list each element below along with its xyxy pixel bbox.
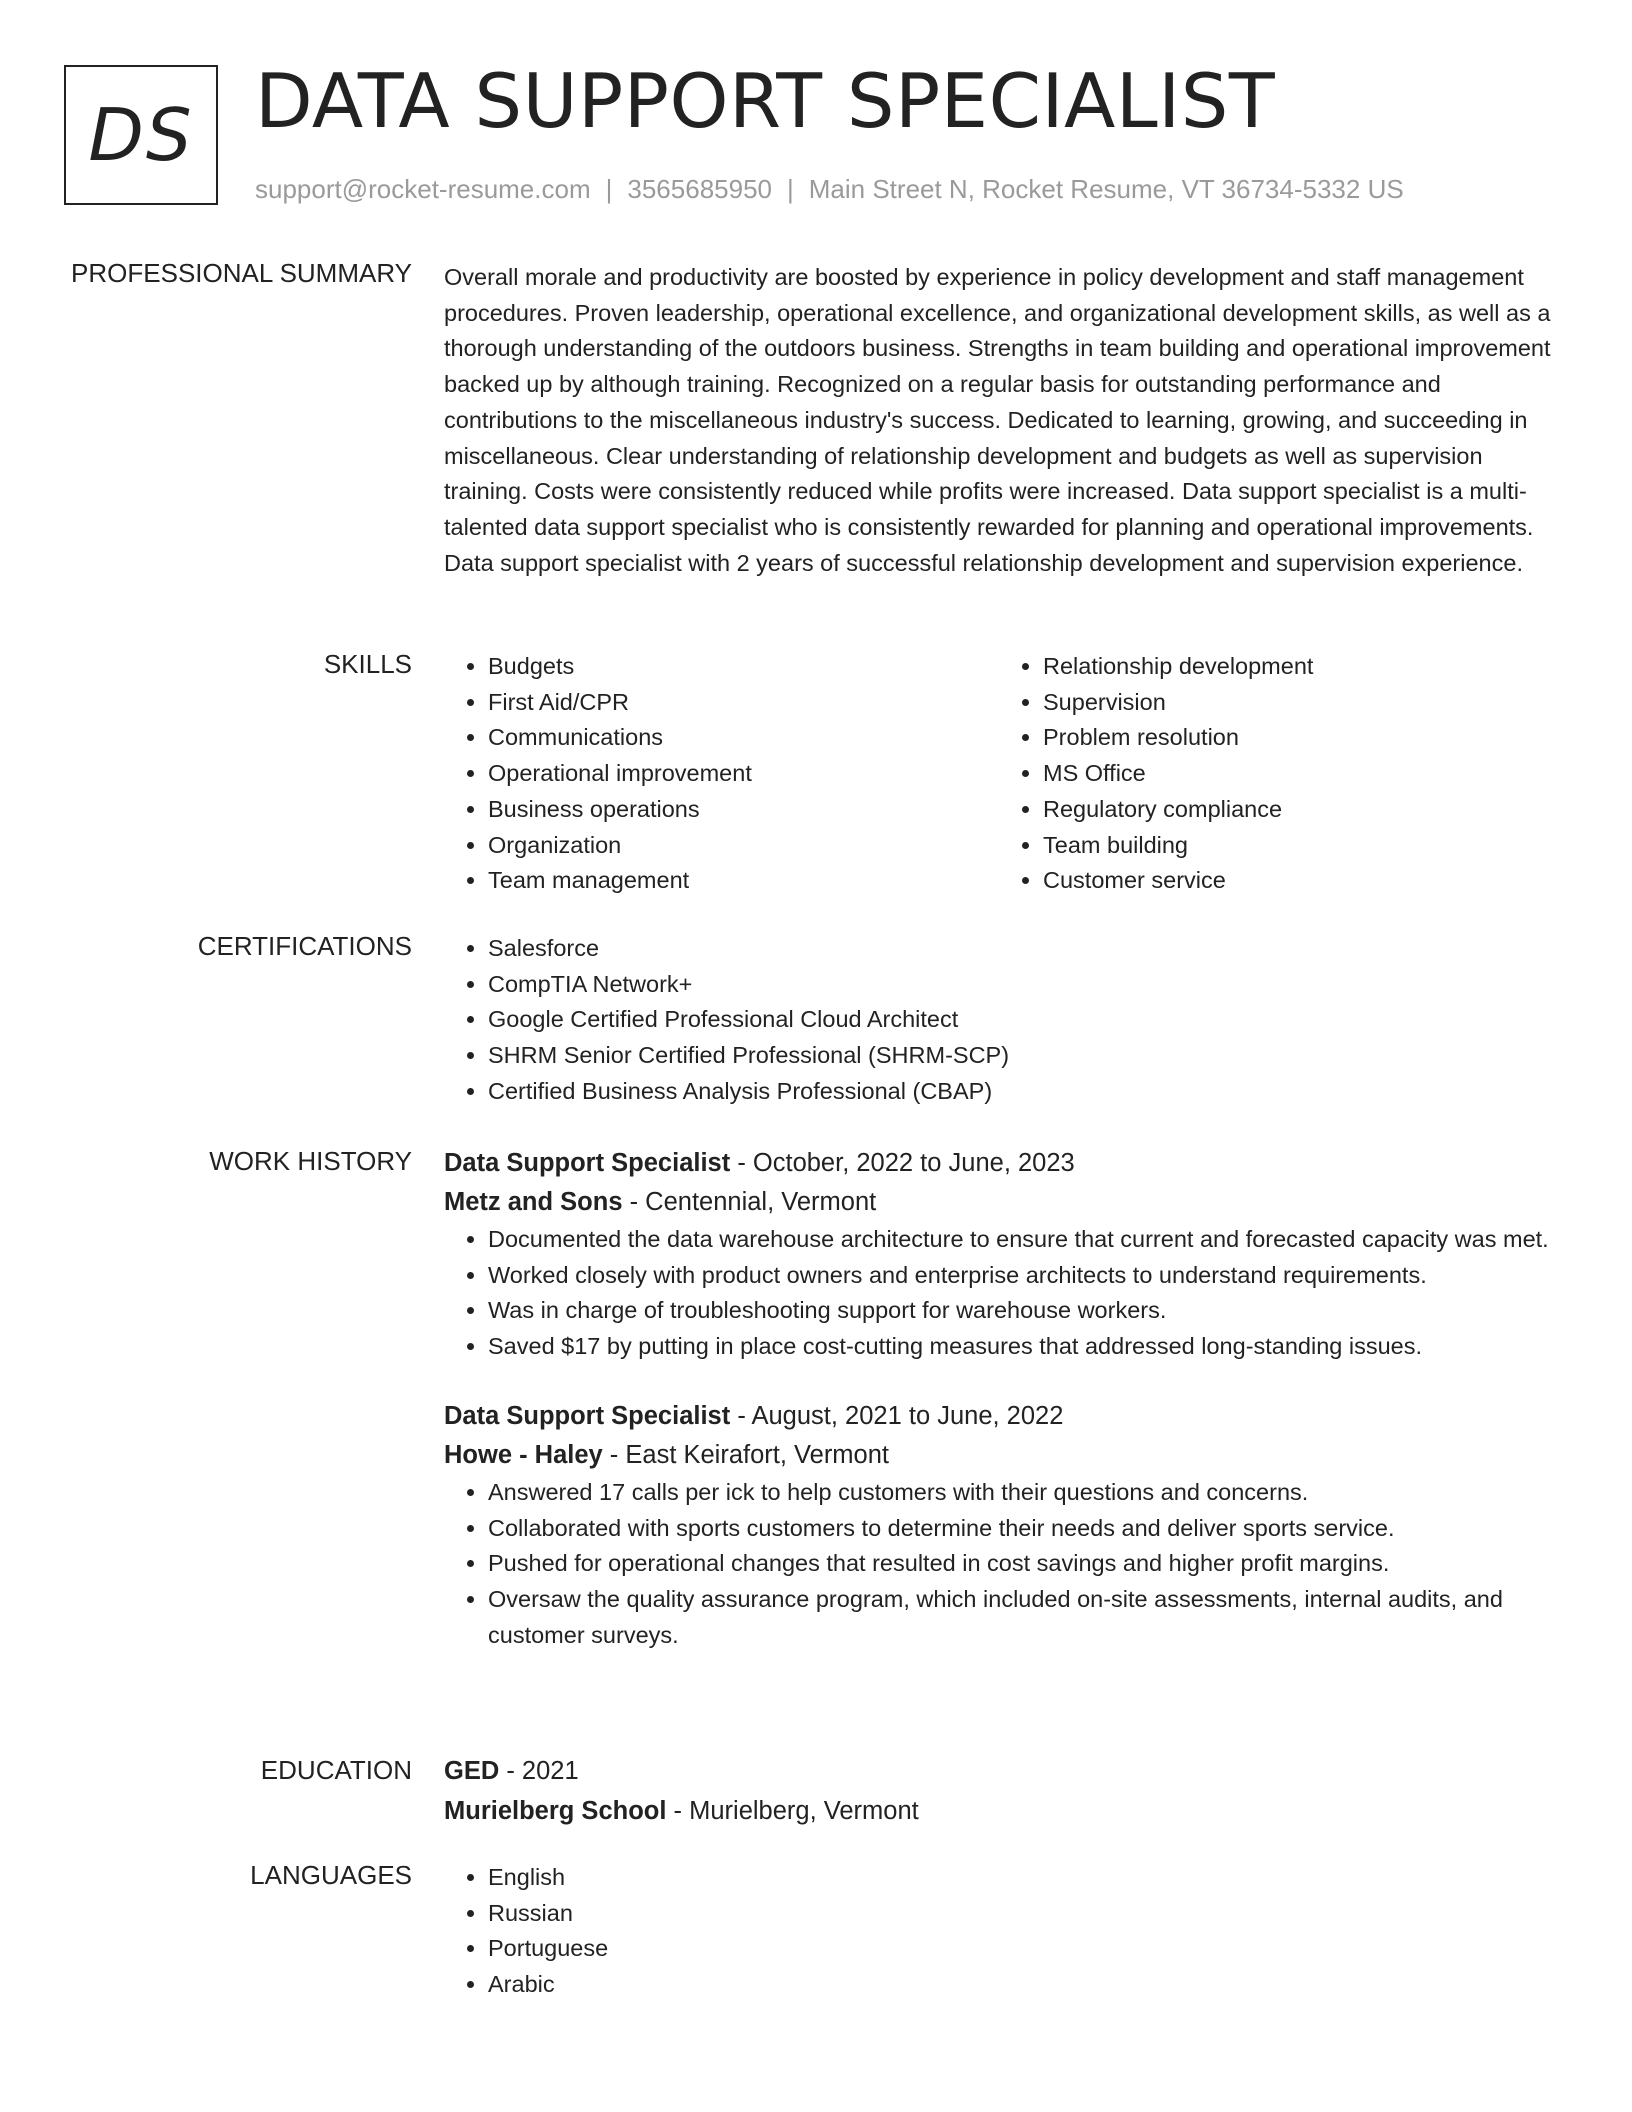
skills-body bbox=[444, 649, 1554, 899]
certification-item: • Salesforce bbox=[488, 931, 1554, 967]
job-location: - Centennial, Vermont bbox=[622, 1188, 877, 1216]
language-item: • English bbox=[488, 1860, 1554, 1896]
certification-item: • Certified Business Analysis Professional (CBAP) bbox=[488, 1074, 1554, 1110]
job-bullet-item: • Documented the data warehouse architecture to ensure that current and forecasted capacity was met. bbox=[488, 1222, 1554, 1258]
contact-phone: 3565685950 bbox=[627, 174, 772, 204]
job-bullet-item: • Answered 17 calls per ick to help customers with their questions and concerns. bbox=[488, 1475, 1554, 1511]
education-body bbox=[444, 1751, 1554, 1831]
certification-item: • Google Certified Professional Cloud Architect bbox=[488, 1002, 1554, 1038]
certification-item: • CompTIA Network+ bbox=[488, 967, 1554, 1003]
job-bullet-item: • Was in charge of troubleshooting support for warehouse workers. bbox=[488, 1293, 1554, 1329]
skill-item: • Organization bbox=[488, 828, 999, 864]
language-item: • Arabic bbox=[488, 1967, 1554, 2003]
job-bullet-item: • Pushed for operational changes that resulted in cost savings and higher profit margins. bbox=[488, 1546, 1554, 1582]
section-label-work-history: WORK HISTORY bbox=[209, 1146, 412, 1176]
monogram-initials: DS bbox=[88, 93, 194, 177]
certification-item: • SHRM Senior Certified Professional (SHRM-SCP) bbox=[488, 1038, 1554, 1074]
job-location: - East Keirafort, Vermont bbox=[602, 1440, 889, 1469]
section-label-languages: LANGUAGES bbox=[250, 1860, 412, 1890]
education-degree: GED bbox=[444, 1757, 500, 1785]
section-label-summary: PROFESSIONAL SUMMARY bbox=[71, 258, 412, 288]
job-bullets bbox=[444, 1475, 1554, 1654]
job-bullet-item: • Worked closely with product owners and enterprise architects to understand requirements. bbox=[488, 1258, 1554, 1294]
contact-address: Main Street N, Rocket Resume, VT 36734-5332 US bbox=[808, 174, 1404, 204]
contact-separator: | bbox=[605, 174, 613, 204]
contact-line bbox=[255, 174, 1404, 205]
skills-list-left bbox=[444, 649, 999, 899]
language-item: • Portuguese bbox=[488, 1931, 1554, 1967]
skill-item: • Regulatory compliance bbox=[1043, 792, 1554, 828]
language-item: • Russian bbox=[488, 1896, 1554, 1932]
resume-header bbox=[64, 57, 1584, 210]
contact-email: support@rocket-resume.com bbox=[255, 174, 591, 204]
education-year: - 2021 bbox=[499, 1757, 579, 1785]
section-label-education: EDUCATION bbox=[260, 1755, 412, 1785]
certifications-body bbox=[444, 931, 1554, 1110]
skill-item: • Operational improvement bbox=[488, 756, 999, 792]
section-label-certifications: CERTIFICATIONS bbox=[197, 931, 412, 961]
skill-item: • Budgets bbox=[488, 649, 999, 685]
skill-item: • First Aid/CPR bbox=[488, 685, 999, 721]
section-label-skills: SKILLS bbox=[323, 649, 412, 679]
job-bullet-item: • Saved $17 by putting in place cost-cutting measures that addressed long-standing issues. bbox=[488, 1329, 1554, 1365]
skills-list-right bbox=[999, 649, 1554, 899]
skill-item: • Supervision bbox=[1043, 685, 1554, 721]
job-title: Data Support Specialist bbox=[444, 1401, 731, 1430]
job-company-line bbox=[444, 1435, 1554, 1475]
summary-text: Overall morale and productivity are boosted by experience in policy development and staff management procedures. Proven leadership, operational excellence, and organizational development skills, as well as a thorough understanding of the outdoors business. Strengths in team building and operational improvement backed up by although training. Recognized on a regular basis for outstanding performance and contributions to the miscellaneous industry's success. Dedicated to learning, growing, and succeeding in miscellaneous. Clear understanding of relationship development and budgets as well as supervision training. Costs were consistently reduced while profits were increased. Data support specialist is a multi-talented data support specialist who is consistently rewarded for planning and operational improvements. Data support specialist with 2 years of successful relationship development and supervision experience. bbox=[444, 264, 1551, 576]
education-school: Murielberg School bbox=[444, 1797, 667, 1825]
job-bullet-item: • Collaborated with sports customers to determine their needs and deliver sports service. bbox=[488, 1511, 1554, 1547]
job-dates: - August, 2021 to June, 2022 bbox=[730, 1401, 1064, 1430]
job-title: Data Support Specialist bbox=[444, 1149, 731, 1177]
job-entry bbox=[444, 1144, 1554, 1365]
education-degree-line bbox=[444, 1751, 1554, 1791]
certifications-list bbox=[444, 931, 1554, 1110]
skill-item: • Team building bbox=[1043, 828, 1554, 864]
contact-separator: | bbox=[787, 174, 794, 204]
job-company: Howe - Haley bbox=[444, 1440, 603, 1469]
job-title-line bbox=[444, 1397, 1554, 1435]
job-dates: - October, 2022 to June, 2023 bbox=[730, 1149, 1075, 1177]
job-bullet-item: • Oversaw the quality assurance program, which included on-site assessments, internal audits, and customer surveys. bbox=[488, 1582, 1554, 1653]
skill-item: • Problem resolution bbox=[1043, 720, 1554, 756]
languages-body bbox=[444, 1860, 1554, 2003]
summary-body bbox=[444, 260, 1554, 581]
education-school-line bbox=[444, 1791, 1554, 1831]
resume-title: DATA SUPPORT SPECIALIST bbox=[255, 57, 1276, 145]
job-company: Metz and Sons bbox=[444, 1188, 623, 1216]
skill-item: • Business operations bbox=[488, 792, 999, 828]
job-title-line bbox=[444, 1144, 1554, 1182]
monogram-box bbox=[64, 65, 218, 205]
skill-item: • Communications bbox=[488, 720, 999, 756]
skill-item: • Customer service bbox=[1043, 863, 1554, 899]
job-company-line bbox=[444, 1182, 1554, 1222]
skill-item: • Team management bbox=[488, 863, 999, 899]
education-location: - Murielberg, Vermont bbox=[666, 1797, 919, 1825]
job-bullets bbox=[444, 1222, 1554, 1365]
job-entry bbox=[444, 1397, 1554, 1654]
skill-item: • Relationship development bbox=[1043, 649, 1554, 685]
languages-list bbox=[444, 1860, 1554, 2003]
work-history-body bbox=[444, 1144, 1554, 1653]
skill-item: • MS Office bbox=[1043, 756, 1554, 792]
